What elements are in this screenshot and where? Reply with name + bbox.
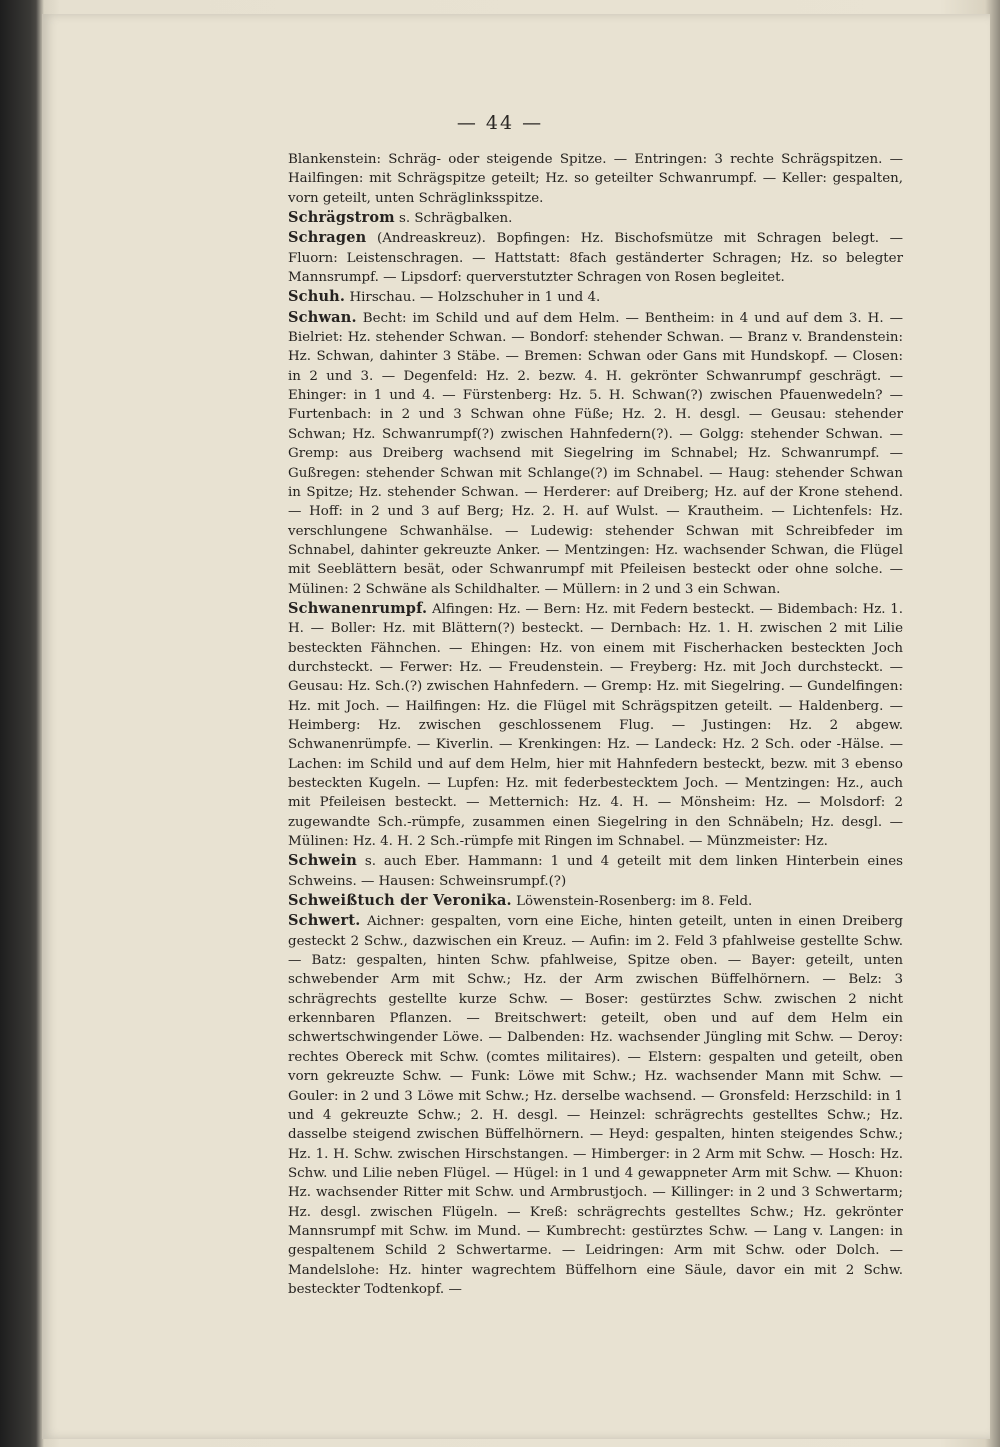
entry-text: (Andreaskreuz). Bopfingen: Hz. Bischofsmütze mit Schragen belegt. — Fluorn: Leistenschragen. — Hattstatt: 8fach geständerter Schragen; Hz. so belegter Mannsrumpf. — Lipsdorf: querverstutzter Schragen von Rosen begleitet.	[288, 231, 903, 286]
entry-headword: Schwan.	[288, 308, 357, 326]
entry-headword: Schweißtuch der Veronika.	[288, 892, 512, 910]
entry-headword: Schrägstrom	[288, 209, 395, 227]
entry-text: s. auch Eber. Hammann: 1 und 4 geteilt mit dem linken Hinterbein eines Schweins. — Hausen: Schweinsrumpf.(?)	[288, 854, 903, 889]
entry-continuation	[288, 150, 903, 208]
entry-schuh	[288, 287, 903, 307]
entry-headword: Schwanenrumpf.	[288, 599, 428, 617]
entry-schwan	[288, 308, 903, 599]
entry-headword: Schuh.	[288, 288, 346, 306]
text-body	[288, 150, 903, 1299]
entry-schragen	[288, 228, 903, 287]
entry-text: Becht: im Schild und auf dem Helm. — Bentheim: in 4 und auf dem 3. H. — Bielriet: Hz. stehender Schwan. — Bondorf: stehender Schwan. — Branz v. Brandenstein: Hz. Schwan, dahinter 3 Stäbe. — Bremen: Schwan oder Gans mit Hundskopf. — Closen: in 2 und 3. — Degenfeld: Hz. 2. bezw. 4. H. gekrönter Schwanrumpf geschrägt. — Ehinger: in 1 und 4. — Fürstenberg: Hz. 5. H. Schwan(?) zwischen Pfauenwedeln? — Furtenbach: in 2 und 3 Schwan ohne Füße; Hz. 2. H. desgl. — Geusau: stehender Schwan; Hz. Schwanrumpf(?) zwischen Hahnfedern(?). — Golgg: stehender Schwan. — Gremp: aus Dreiberg wachsend mit Siegelring im Schnabel; Hz. Schwanrumpf. — Gußregen: stehender Schwan mit Schlange(?) im Schnabel. — Haug: stehender Schwan in Spitze; Hz. stehender Schwan. — Herderer: auf Dreiberg; Hz. auf der Krone stehend. — Hoff: in 2 und 3 auf Berg; Hz. 2. H. auf Wulst. — Krautheim. — Lichtenfels: Hz. verschlungene Schwanhälse. — Ludewig: stehender Schwan mit Schreibfeder im Schnabel, dahinter gekreuzte Anker. — Mentzingen: Hz. wachsender Schwan, die Flügel mit Seeblättern besät, oder Schwanrumpf mit Pfeileisen besteckt oder ohne solche. — Mülinen: 2 Schwäne als Schildhalter. — Müllern: in 2 und 3 ein Schwan.	[288, 310, 903, 597]
page-number: — 44 —	[456, 112, 544, 134]
entry-text: Hirschau. — Holzschuher in 1 und 4.	[349, 290, 601, 306]
entry-text: s. Schrägbalken.	[399, 211, 513, 227]
entry-schraegstrom	[288, 208, 903, 228]
entry-text: Blankenstein: Schräg- oder steigende Spitze. — Entringen: 3 rechte Schrägspitzen. — Hailfingen: mit Schrägspitze geteilt; Hz. so geteilter Schwanrumpf. — Keller: gespalten, vorn geteilt, unten Schräglinksspitze.	[288, 152, 903, 206]
entry-schwert	[288, 911, 903, 1299]
entry-text: Aichner: gespalten, vorn eine Eiche, hinten geteilt, unten in einen Dreiberg gesteckt 2 Schw., dazwischen ein Kreuz. — Aufin: im 2. Feld 3 pfahlweise gestellte Schw. — Batz: gespalten, hinten Schw. pfahlweise, Spitze oben. — Bayer: geteilt, unten schwebender Arm mit Schw.; Hz. der Arm zwischen Büffelhörnern. — Belz: 3 schrägrechts gestellte kurze Schw. — Boser: gestürztes Schw. zwischen 2 nicht erkennbaren Pflanzen. — Breitschwert: geteilt, oben und auf dem Helm ein schwertschwingender Löwe. — Dalbenden: Hz. wachsender Jüngling mit Schw. — Deroy: rechtes Obereck mit Schw. (comtes militaires). — Elstern: gespalten und geteilt, oben vorn gekreuzte Schw. — Funk: Löwe mit Schw.; Hz. wachsender Mann mit Schw. — Gouler: in 2 und 3 Löwe mit Schw.; Hz. derselbe wachsend. — Gronsfeld: Herzschild: in 1 und 4 gekreuzte Schw.; 2. H. desgl. — Heinzel: schrägrechts gestelltes Schw.; Hz. dasselbe steigend zwischen Büffelhörnern. — Heyd: gespalten, hinten steigendes Schw.; Hz. 1. H. Schw. zwischen Hirschstangen. — Himberger: in 2 Arm mit Schw. — Hosch: Hz. Schw. und Lilie neben Flügel. — Hügel: in 1 und 4 gewappneter Arm mit Schw. — Khuon: Hz. wachsender Ritter mit Schw. und Armbrustjoch. — Killinger: in 2 und 3 Schwertarm; Hz. desgl. zwischen Flügeln. — Kreß: schrägrechts gestelltes Schw.; Hz. gekrönter Mannsrumpf mit Schw. im Mund. — Kumbrecht: gestürztes Schw. — Lang v. Langen: in gespaltenem Schild 2 Schwertarme. — Leidringen: Arm mit Schw. oder Dolch. — Mandelslohe: Hz. hinter wagrechtem Büffelhorn eine Säule, davor ein mit 2 Schw. besteckter Todtenkopf. —	[288, 914, 903, 1297]
entry-text: Alfingen: Hz. — Bern: Hz. mit Federn besteckt. — Bidembach: Hz. 1. H. — Boller: Hz. mit Blättern(?) besteckt. — Dernbach: Hz. 1. H. zwischen 2 mit Lilie besteckten Fähnchen. — Ehingen: Hz. von einem mit Fischerhacken besteckten Joch durchsteckt. — Ferwer: Hz. — Freudenstein. — Freyberg: Hz. mit Joch durchsteckt. — Geusau: Hz. Sch.(?) zwischen Hahnfedern. — Gremp: Hz. mit Siegelring. — Gundelfingen: Hz. mit Joch. — Hailfingen: Hz. die Flügel mit Schrägspitzen geteilt. — Haldenberg. — Heimberg: Hz. zwischen geschlossenem Flug. — Justingen: Hz. 2 abgew. Schwanenrümpfe. — Kiverlin. — Krenkingen: Hz. — Landeck: Hz. 2 Sch. oder -Hälse. — Lachen: im Schild und auf dem Helm, hier mit Hahnfedern besteckt, bezw. mit 3 ebenso besteckten Kugeln. — Lupfen: Hz. mit federbestecktem Joch. — Mentzingen: Hz., auch mit Pfeileisen besteckt. — Metternich: Hz. 4. H. — Mönsheim: Hz. — Molsdorf: 2 zugewandte Sch.-rümpfe, zusammen einen Siegelring in den Schnäbeln; Hz. desgl. — Mülinen: Hz. 4. H. 2 Sch.-rümpfe mit Ringen im Schnabel. — Münzmeister: Hz.	[288, 601, 903, 850]
entry-headword: Schwert.	[288, 912, 361, 930]
entry-text: Löwenstein-Rosenberg: im 8. Feld.	[516, 894, 753, 910]
entry-schwein	[288, 851, 903, 891]
entry-schwanenrumpf	[288, 599, 903, 851]
entry-headword: Schwein	[288, 852, 358, 870]
entry-schweisstuch	[288, 891, 903, 911]
entry-headword: Schragen	[288, 229, 367, 247]
